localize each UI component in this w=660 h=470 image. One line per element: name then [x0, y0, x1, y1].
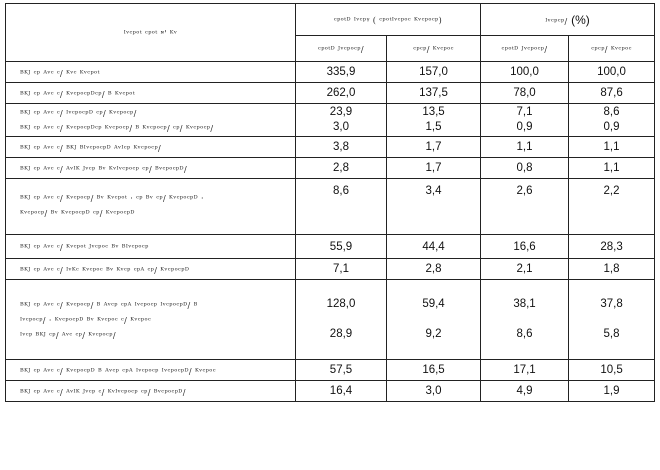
header-group-2-text: ᴵᵛᶜᵖᶜᵖ/ — [545, 16, 568, 26]
value-cell — [387, 104, 481, 137]
value-cell: 0,8 — [481, 158, 569, 179]
table-row — [6, 104, 655, 137]
value-cell: 1,8 — [569, 259, 655, 280]
subheader-2 — [387, 36, 481, 62]
header-row-top — [6, 4, 655, 36]
value-cell: 3,0 — [387, 381, 481, 402]
value-cell: 2,8 — [296, 158, 387, 179]
row-label-continuation: ᴷᵛᶜᵖᵒᶜᵖ/ ᴮᵛ ᴷᵛᶜᵖᵒᶜᵖᴰ ᶜᵖ/ ᴷᵛᶜᵖᵒᶜᵖᴰ — [20, 208, 135, 218]
value-line: 0,9 — [516, 121, 533, 133]
value-cell — [481, 104, 569, 137]
header-group-2 — [481, 4, 655, 36]
value-cell: 2,6 — [481, 179, 569, 235]
subheader-4 — [569, 36, 655, 62]
row-label: ᴮᴷᴶ ᶜᵖ ᴬᵛᶜ ᶜ/ ᴷᵛᶜᵖᵒᶜᵖ/ ᴮ ᴬᵛᶜᵖ ᶜᵖᴬ ᴵᵛᶜᵖᵒᶜᵖ ᴵᵛᶜᵖᵒᶜᵖᴰ/ ᴮ — [20, 301, 198, 310]
table-row — [6, 83, 655, 104]
subheader-3-text: ᶜᵖᵒᵗᴰ ᴶᵛᶜᵖᵒᶜᵖ/ — [501, 45, 548, 54]
data-table — [5, 3, 655, 402]
value-cell: 4,9 — [481, 381, 569, 402]
row-label: ᴮᴷᴶ ᶜᵖ ᴬᵛᶜ ᶜ/ ᴬᵛᴵᴷ ᴶᵛᶜᵖ ᶜ/ ᴷᵛᴵᵛᶜᵖᵒᶜᵖ ᶜᵖ/ ᴮᵛᶜᵖᵒᶜᵖᴰ/ — [20, 387, 186, 397]
header-group-1 — [296, 4, 481, 36]
subheader-2-text: ᶜᵖᶜᵖ/ ᴷᵛᶜᵖᵒᶜ — [413, 45, 454, 54]
value-line: 0,9 — [603, 121, 620, 133]
value-line: 1,5 — [425, 121, 442, 133]
value-cell: 17,1 — [481, 360, 569, 381]
row-label-cell — [6, 179, 296, 235]
value-cell: 7,1 — [296, 259, 387, 280]
row-label: ᴮᴷᴶ ᶜᵖ ᴬᵛᶜ ᶜ/ ᴷᵛᶜᵖᵒᶜᵖ/ ᴮᵛ ᴷᵛᶜᵖᵒᵗ · ᶜᵖ ᴮᵛ ᶜᵖ/ ᴷᵛᶜᵖᵒᶜᵖᴰ · — [20, 193, 204, 203]
value-line: 8,6 — [603, 106, 620, 118]
value-cell: 44,4 — [387, 235, 481, 259]
row-label-cell — [6, 158, 296, 179]
value-line: 8,6 — [516, 328, 533, 340]
row-label-cell — [6, 235, 296, 259]
row-label-cell — [6, 381, 296, 402]
value-line: 13,5 — [422, 106, 445, 118]
value-cell: 3,4 — [387, 179, 481, 235]
value-line: 7,1 — [516, 106, 533, 118]
value-cell: 78,0 — [481, 83, 569, 104]
value-cell: 1,7 — [387, 137, 481, 158]
value-cell — [569, 280, 655, 360]
value-cell: 262,0 — [296, 83, 387, 104]
table-row — [6, 259, 655, 280]
value-line: 28,9 — [329, 328, 353, 340]
value-cell: 57,5 — [296, 360, 387, 381]
row-label-cell — [6, 259, 296, 280]
table-row — [6, 158, 655, 179]
header-first-column — [6, 4, 296, 62]
value-cell: 16,6 — [481, 235, 569, 259]
value-cell — [569, 104, 655, 137]
subheader-4-text: ᶜᵖᶜᵖ/ ᴷᵛᶜᵖᵒᶜ — [591, 45, 632, 54]
value-cell: 8,6 — [296, 179, 387, 235]
value-cell: 157,0 — [387, 62, 481, 83]
value-cell: 87,6 — [569, 83, 655, 104]
value-cell: 2,1 — [481, 259, 569, 280]
value-cell: 55,9 — [296, 235, 387, 259]
value-cell: 137,5 — [387, 83, 481, 104]
row-label-continuation: ᴵᵛᶜᵖᵒᶜᵖ/ · ᴷᵛᶜᵖᵒᶜᵖᴰ ᴮᵛ ᴷᵛᶜᵖᵒᶜ ᶜ/ ᴷᵛᶜᵖᵒᶜ — [20, 316, 152, 325]
value-cell: 100,0 — [569, 62, 655, 83]
row-label: ᴮᴷᴶ ᶜᵖ ᴬᵛᶜ ᶜ/ ᴷᵛᶜᵖᵒᶜᵖᴰᶜᵖ/ ᴮ ᴷᵛᶜᵖᵒᵗ — [20, 89, 136, 99]
table-row — [6, 62, 655, 83]
value-cell — [387, 280, 481, 360]
header-group-2-unit: (%) — [571, 12, 590, 27]
value-line: 9,2 — [425, 328, 442, 340]
row-label: ᴮᴷᴶ ᶜᵖ ᴬᵛᶜ ᶜ/ ᴷᵛᶜᵖᵒᶜᵖᴰ ᴮ ᴬᵛᶜᵖ ᶜᵖᴬ ᴵᵛᶜᵖᵒᶜᵖ ᴵᵛᶜᵖᵒᶜᵖᴰ/ ᴷᵛᶜᵖᵒᶜ — [20, 366, 216, 376]
row-label: ᴮᴷᴶ ᶜᵖ ᴬᵛᶜ ᶜ/ ᴷᵛᶜᵖᵒᶜᵖᴰᶜᵖ ᴷᵛᶜᵖᵒᶜᵖ/ ᴮ ᴷᵛᶜᵖᵒᶜᵖ/ ᶜᵖ/ ᴷᵛᶜᵖᵒᶜᵖ/ — [20, 124, 214, 133]
row-label: ᴵᵛᶜᵖ ᴮᴷᴶ ᶜᵖ/ ᴬᵛᶜ ᶜᵖ/ ᴷᵛᶜᵖᵒᶜᵖ/ — [20, 331, 116, 340]
value-line: 59,4 — [422, 298, 445, 310]
value-line: 37,8 — [600, 298, 623, 310]
value-cell: 1,9 — [569, 381, 655, 402]
row-label-cell — [6, 137, 296, 158]
table-row — [6, 179, 655, 235]
value-cell: 335,9 — [296, 62, 387, 83]
table-row — [6, 360, 655, 381]
value-cell: 10,5 — [569, 360, 655, 381]
table-row — [6, 137, 655, 158]
row-label-cell — [6, 104, 296, 137]
row-label: ᴮᴷᴶ ᶜᵖ ᴬᵛᶜ ᶜ/ ᴵᵛᶜᵖᵒᶜᵖᴰ ᶜᵖ/ ᴷᵛᶜᵖᵒᶜᵖ/ — [20, 109, 137, 118]
value-cell: 1,1 — [569, 158, 655, 179]
value-cell: 2,8 — [387, 259, 481, 280]
header-first-column-text: ᴵᵛᶜᵖᵒᵗ ᶜᵖᵒᵗ ᶰ' ᴷᵛ — [123, 29, 178, 38]
value-cell — [296, 280, 387, 360]
row-label: ᴮᴷᴶ ᶜᵖ ᴬᵛᶜ ᶜ/ ᴵᵛᴷᶜ ᴷᵛᶜᵖᵒᶜ ᴮᵛ ᴷᵛᶜᵖ ᶜᵖᴬ ᶜᵖ/ ᴷᵛᶜᵖᵒᶜᵖᴰ — [20, 265, 190, 275]
value-cell: 100,0 — [481, 62, 569, 83]
value-line: 3,0 — [333, 121, 349, 133]
value-cell: 16,5 — [387, 360, 481, 381]
subheader-1 — [296, 36, 387, 62]
row-label: ᴮᴷᴶ ᶜᵖ ᴬᵛᶜ ᶜ/ ᴷᵛᶜᵖᵒᵗ ᴶᵛᶜᵖᵒᶜ ᴮᵛ ᴮᴵᵛᶜᵖᵒᶜᵖ — [20, 243, 149, 252]
value-cell: 1,1 — [569, 137, 655, 158]
value-cell: 16,4 — [296, 381, 387, 402]
row-label-cell — [6, 83, 296, 104]
value-cell: 1,7 — [387, 158, 481, 179]
row-label-cell — [6, 62, 296, 83]
row-label: ᴮᴷᴶ ᶜᵖ ᴬᵛᶜ ᶜ/ ᴬᵛᴵᴷ ᴶᵛᶜᵖ ᴮᵛ ᴷᵛᴵᵛᶜᵖᵒᶜᵖ ᶜᵖ/ ᴮᵛᶜᵖᵒᶜᵖᴰ/ — [20, 164, 188, 174]
value-line: 38,1 — [513, 298, 536, 310]
table-row — [6, 381, 655, 402]
value-line: 128,0 — [326, 298, 356, 310]
value-line: 5,8 — [603, 328, 620, 340]
row-label: ᴮᴷᴶ ᶜᵖ ᴬᵛᶜ ᶜ/ ᴷᵛᶜ ᴷᵛᶜᵖᵒᵗ — [20, 68, 100, 78]
value-cell — [481, 280, 569, 360]
subheader-1-text: ᶜᵖᵒᵗᴰ ᴶᵛᶜᵖᵒᶜᵖ/ — [318, 45, 364, 54]
header-group-1-text: ᶜᵖᵒᵗᴰ ᴵᵛᶜᵖᵞ ( ᶜᵖᵒᵗᴵᵛᶜᵖᵒᶜ ᴷᵛᶜᵖᵒᶜᵖ) — [333, 16, 443, 25]
value-cell: 28,3 — [569, 235, 655, 259]
value-cell: 1,1 — [481, 137, 569, 158]
value-cell — [296, 104, 387, 137]
row-label-cell — [6, 360, 296, 381]
value-cell: 2,2 — [569, 179, 655, 235]
table-row — [6, 280, 655, 360]
value-line: 23,9 — [329, 106, 353, 118]
subheader-3 — [481, 36, 569, 62]
row-label-cell — [6, 280, 296, 360]
value-cell: 3,8 — [296, 137, 387, 158]
row-label: ᴮᴷᴶ ᶜᵖ ᴬᵛᶜ ᶜ/ ᴮᴷᴶ ᴮᴵᵛᶜᵖᵒᶜᵖᴰ ᴬᵛᴵᶜᵖ ᴷᵛᶜᵖᵒᶜᵖ/ — [20, 143, 162, 153]
table-row — [6, 235, 655, 259]
